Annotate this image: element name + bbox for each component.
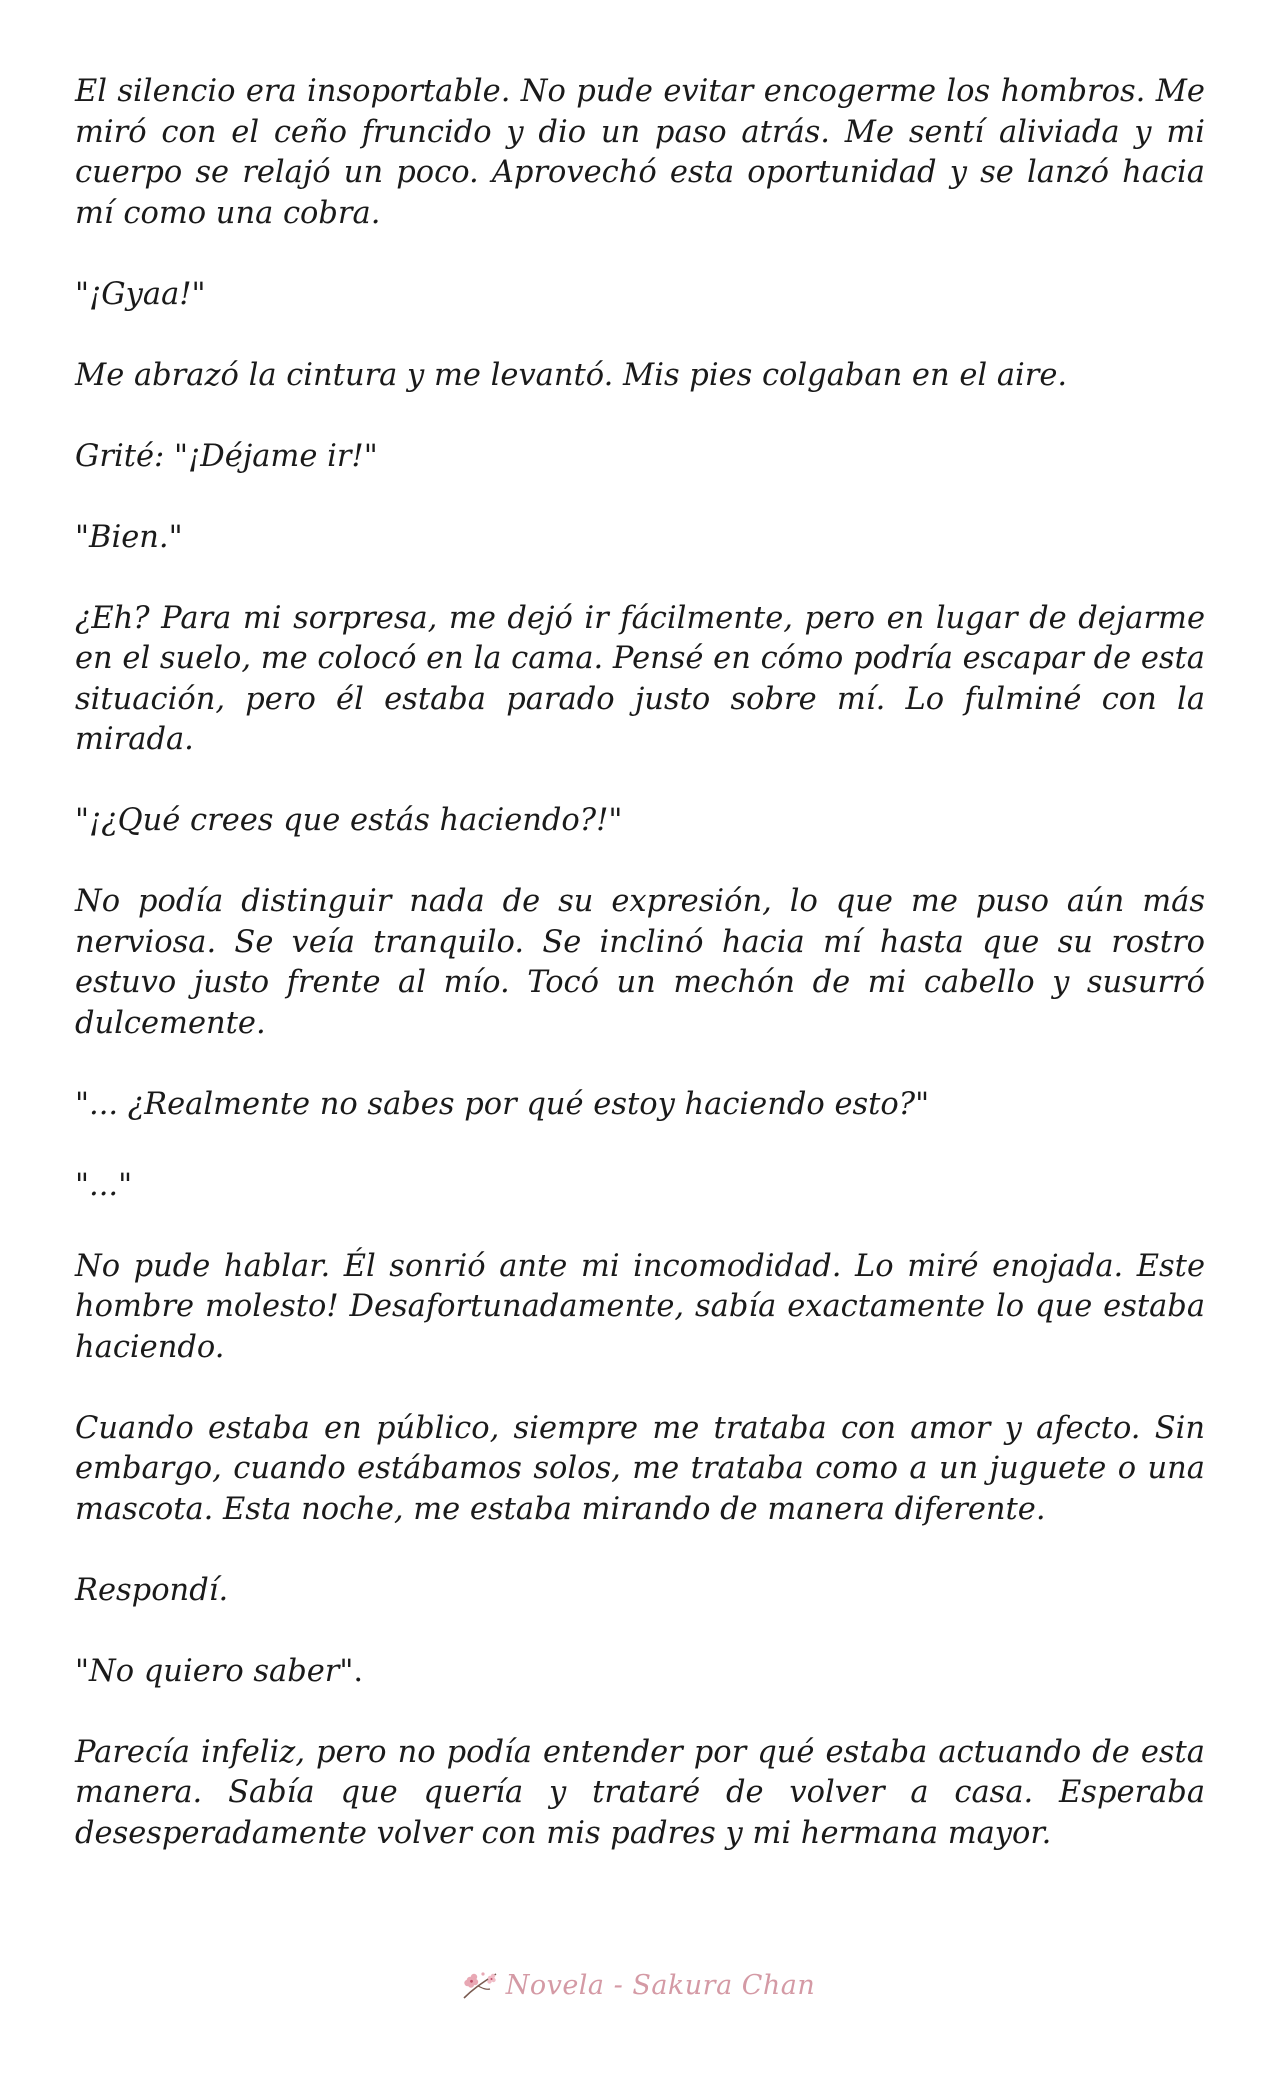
paragraph-12 [75, 1409, 1205, 1531]
dialogue-line [75, 801, 1205, 842]
paragraph-8 [75, 882, 1205, 1044]
paragraph-text: ¿Eh? Para mi sorpresa, me dejó ir fácilmente, pero en lugar de dejarme en el suelo, me colocó en la cama. Pensé en cómo podría escapar de esta situación, pero él estaba parado justo sobre mí. Lo fulminé con la mirada. [75, 600, 1205, 757]
dialogue-text: No quiero saber [89, 1653, 340, 1689]
quote-mark: " [915, 1086, 930, 1122]
sakura-branch-icon [460, 1968, 500, 2002]
quote-mark: " [173, 438, 189, 474]
quote-mark: " [75, 1653, 90, 1689]
dialogue-text: Bien. [89, 519, 169, 555]
dialogue-text: ¡¿Qué crees que estás haciendo?! [89, 803, 609, 838]
dialogue-line [75, 1085, 1205, 1126]
paragraph-text: No pude hablar. Él sonrió ante mi incomodidad. Lo miré enojada. Este hombre molesto! Desafortunadamente, sabía exactamente lo que estaba haciendo. [75, 1248, 1205, 1365]
dialogue-text: ... ¿Realmente no sabes por qué estoy haciendo esto? [89, 1086, 916, 1122]
paragraph-13 [75, 1571, 1205, 1612]
dialogue-text: ... [89, 1167, 119, 1203]
quote-mark: " [608, 803, 623, 838]
paragraph-text: El silencio era insoportable. No pude evitar encogerme los hombros. Me miró con el ceño fruncido y dio un paso atrás. Me sentí aliviada y mi cuerpo se relajó un poco. Aprovechó esta oportunidad y se lanzó hacia mí como una cobra. [75, 74, 1205, 231]
paragraph-text: Parecía infeliz, pero no podía entender por qué estaba actuando de esta manera. Sabía que quería y trataré de volver a casa. Esperaba desesperadamente volver con mis padres y mi hermana mayor. [75, 1734, 1205, 1851]
quote-mark: ". [339, 1653, 364, 1689]
paragraph-11 [75, 1247, 1205, 1369]
paragraph-3 [75, 356, 1205, 397]
dialogue-text: ¡Gyaa! [89, 276, 192, 312]
dialogue-line [75, 275, 1205, 316]
quote-mark: " [75, 276, 90, 312]
dialogue-text: ¡Déjame ir! [188, 438, 364, 474]
paragraph-text: Respondí. [75, 1572, 229, 1608]
dialogue-lead: Grité: [75, 438, 174, 474]
quote-mark: " [118, 1167, 133, 1203]
footer-text: Novela - Sakura Chan [505, 1969, 816, 2001]
paragraph-text: Cuando estaba en público, siempre me trataba con amor y afecto. Sin embargo, cuando estábamos solos, me trataba como a un juguete o una mascota. Esta noche, me estaba mirando de manera diferente. [75, 1410, 1205, 1527]
quote-mark: " [363, 438, 378, 474]
quote-mark: " [75, 519, 90, 555]
dialogue-line [75, 1652, 1205, 1693]
quote-mark: " [168, 519, 183, 555]
dialogue-line [75, 518, 1205, 559]
paragraph-6 [75, 599, 1205, 761]
quote-mark: " [191, 276, 206, 312]
paragraph-text: Me abrazó la cintura y me levantó. Mis pies colgaban en el aire. [75, 357, 1068, 393]
document-body [75, 72, 1205, 1895]
dialogue-line [75, 1166, 1205, 1207]
paragraph-text: No podía distinguir nada de su expresión, lo que me puso aún más nerviosa. Se veía tranquilo. Se inclinó hacia mí hasta que su rostro estuvo justo frente al mío. Tocó un mechón de mi cabello y susurró dulcemente. [75, 884, 1205, 1041]
quote-mark: " [75, 1086, 90, 1122]
quote-mark: " [75, 803, 90, 838]
dialogue-line [75, 437, 1205, 478]
paragraph-15 [75, 1733, 1205, 1855]
quote-mark: " [75, 1167, 90, 1203]
paragraph-1 [75, 72, 1205, 234]
footer-brand [460, 1968, 816, 2002]
footer-watermark [0, 1960, 1275, 2010]
